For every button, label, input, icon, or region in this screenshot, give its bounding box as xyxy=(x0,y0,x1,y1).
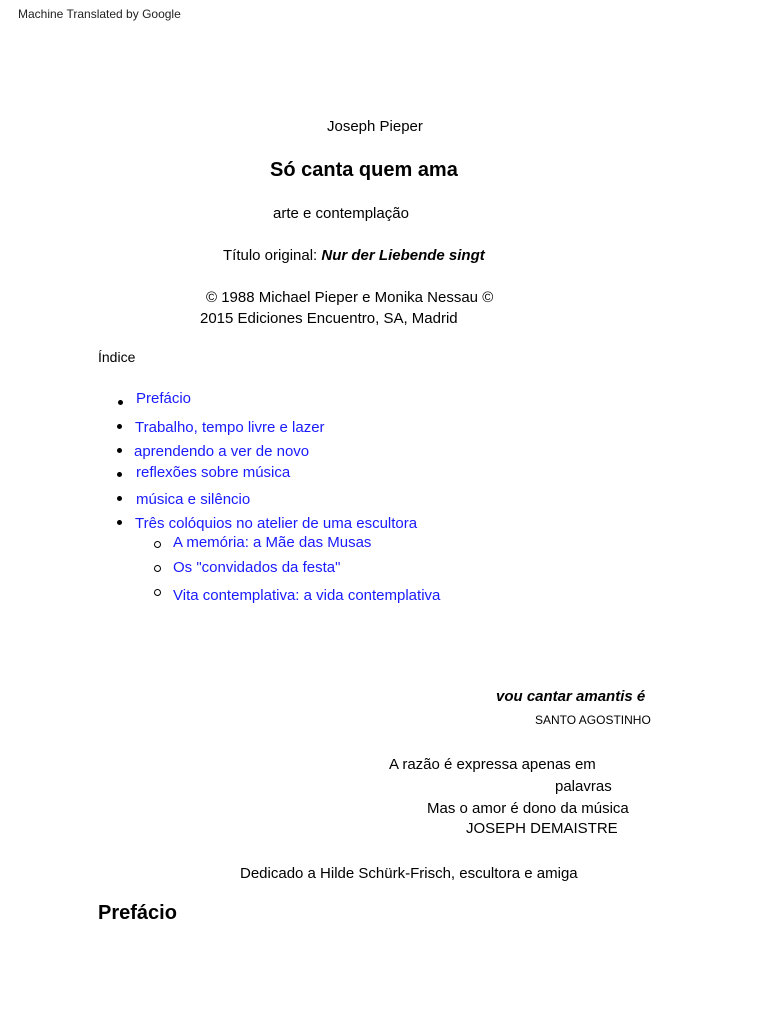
bullet-icon xyxy=(117,496,122,501)
toc-heading: Índice xyxy=(98,349,136,365)
toc-link-coloquios[interactable]: Três colóquios no atelier de uma escultora xyxy=(135,515,418,532)
epigraph-line: Mas o amor é dono da música xyxy=(427,800,629,817)
epigraph-attribution: JOSEPH DEMAISTRE xyxy=(466,820,618,837)
dedication: Dedicado a Hilde Schürk-Frisch, escultora e amiga xyxy=(240,865,578,882)
toc-sublink-convidados[interactable]: Os "convidados da festa" xyxy=(173,559,341,576)
bullet-icon xyxy=(117,520,122,525)
original-title-label: Título original: xyxy=(223,247,318,264)
toc-link-musica-silencio[interactable]: música e silêncio xyxy=(136,491,251,508)
bullet-icon xyxy=(118,400,123,405)
bullet-icon xyxy=(117,448,122,453)
book-title: Só canta quem ama xyxy=(270,159,458,181)
toc-link-aprendendo[interactable]: aprendendo a ver de novo xyxy=(134,443,310,460)
epigraph-quote: vou cantar amantis é xyxy=(496,688,646,705)
circle-bullet-icon xyxy=(154,565,161,572)
toc-link-trabalho[interactable]: Trabalho, tempo livre e lazer xyxy=(135,419,325,436)
book-subtitle: arte e contemplação xyxy=(273,205,409,222)
translation-banner: Machine Translated by Google xyxy=(18,7,181,21)
toc-link-prefacio[interactable]: Prefácio xyxy=(136,390,192,407)
circle-bullet-icon xyxy=(154,589,161,596)
copyright-line-2: 2015 Ediciones Encuentro, SA, Madrid xyxy=(200,310,458,327)
epigraph-line: palavras xyxy=(555,778,612,795)
circle-bullet-icon xyxy=(154,541,161,548)
toc-sublink-vita[interactable]: Vita contemplativa: a vida contemplativa xyxy=(173,587,441,604)
original-title-line xyxy=(223,247,485,264)
bullet-icon xyxy=(117,424,122,429)
toc-sublink-memoria[interactable]: A memória: a Mãe das Musas xyxy=(173,534,372,551)
toc-link-reflexoes[interactable]: reflexões sobre música xyxy=(136,464,291,481)
epigraph-attribution: SANTO AGOSTINHO xyxy=(535,713,651,727)
book-author: Joseph Pieper xyxy=(327,118,423,135)
original-title: Nur der Liebende singt xyxy=(321,247,485,264)
bullet-icon xyxy=(117,472,122,477)
copyright-line-1: © 1988 Michael Pieper e Monika Nessau © xyxy=(206,289,494,306)
section-heading: Prefácio xyxy=(98,902,177,924)
epigraph-line: A razão é expressa apenas em xyxy=(389,756,596,773)
